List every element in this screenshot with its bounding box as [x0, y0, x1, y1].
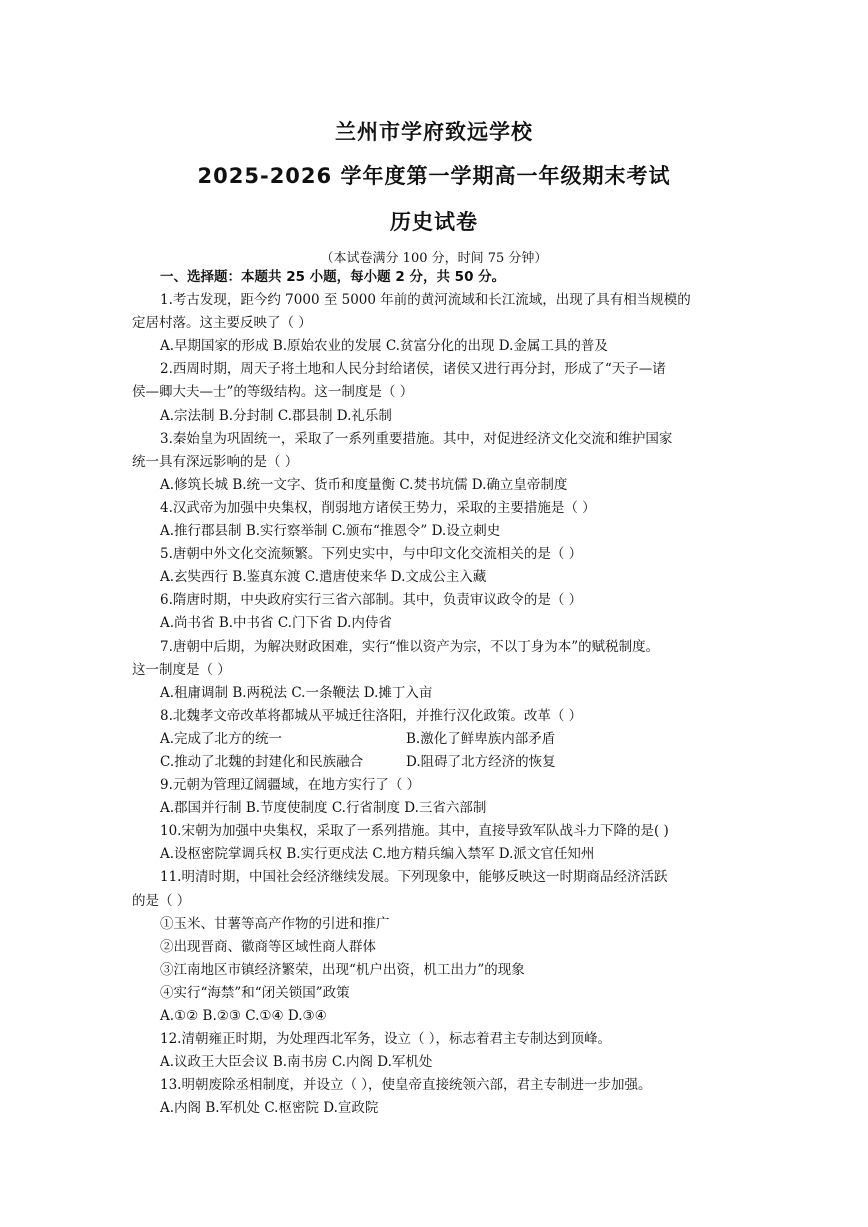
question-3-options: A.修筑长城 B.统一文字、货币和度量衡 C.焚书坑儒 D.确立皇帝制度	[160, 476, 568, 493]
question-1-options: A.早期国家的形成 B.原始农业的发展 C.贫富分化的出现 D.金属工具的普及	[160, 338, 608, 355]
question-13-options: A.内阁 B.军机处 C.枢密院 D.宣政院	[160, 1100, 379, 1117]
question-11-item-2: ②出现晋商、徽商等区域性商人群体	[160, 938, 376, 955]
question-7-options: A.租庸调制 B.两税法 C.一条鞭法 D.摊丁入亩	[160, 684, 433, 701]
question-8-option-b: B.激化了鲜卑族内部矛盾	[406, 730, 556, 747]
question-8-option-d: D.阻碍了北方经济的恢复	[406, 753, 556, 770]
question-8-option-c: C.推动了北魏的封建化和民族融合	[160, 753, 364, 770]
question-9-options: A.郡国并行制 B.节度使制度 C.行省制度 D.三省六部制	[160, 800, 487, 817]
question-11-item-3: ③江南地区市镇经济繁荣，出现“机户出资，机工出力”的现象	[160, 961, 525, 978]
question-content	[132, 266, 742, 1120]
question-8-options-row-1	[160, 728, 742, 751]
question-11-options: A.①② B.②③ C.①④ D.③④	[160, 1008, 327, 1024]
question-10-options: A.设枢密院掌调兵权 B.实行更戍法 C.地方精兵编入禁军 D.派文官任知州	[160, 846, 595, 863]
section-heading: 一、选择题：本题共 25 小题，每小题 2 分，共 50 分。	[160, 269, 506, 285]
question-5-options: A.玄奘西行 B.鉴真东渡 C.遣唐使来华 D.文成公主入藏	[160, 569, 487, 586]
question-10-stem: 10.宋朝为加强中央集权，采取了一系列措施。其中，直接导致军队战斗力下降的是( )	[160, 823, 669, 840]
question-2-stem: 2.西周时期，周天子将土地和人民分封给诸侯，诸侯又进行再分封，形成了“天子—诸	[160, 361, 666, 378]
question-11-item-1: ①玉米、甘薯等高产作物的引进和推广	[160, 915, 390, 932]
question-4-options: A.推行郡县制 B.实行察举制 C.颁布“推恩令” D.设立刺史	[160, 523, 501, 540]
question-2-options: A.宗法制 B.分封制 C.郡县制 D.礼乐制	[160, 407, 392, 424]
question-12-options: A.议政王大臣会议 B.南书房 C.内阁 D.军机处	[160, 1054, 433, 1071]
question-12-stem: 12.清朝雍正时期，为处理西北军务，设立（ ），标志着君主专制达到顶峰。	[160, 1031, 612, 1048]
question-2-stem-cont: 侯—卿大夫—士”的等级结构。这一制度是（ ）	[132, 384, 414, 401]
question-13-stem: 13.明朝废除丞相制度，并设立（ ），使皇帝直接统领六部，君主专制进一步加强。	[160, 1077, 652, 1094]
exam-note: （本试卷满分 100 分，时间 75 分钟）	[320, 251, 548, 266]
question-5-stem: 5.唐朝中外文化交流频繁。下列史实中，与中印文化交流相关的是（ ）	[160, 546, 583, 563]
exam-title: 2025-2026 学年度第一学期高一年级期末考试	[197, 164, 671, 188]
question-3-stem-cont: 统一具有深远影响的是（ ）	[132, 453, 299, 470]
school-name: 兰州市学府致远学校	[335, 120, 533, 144]
question-1-stem-cont: 定居村落。这主要反映了（ ）	[132, 315, 312, 332]
question-11-item-4: ④实行“海禁”和“闭关锁国”政策	[160, 984, 350, 1001]
subject-title: 历史试卷	[390, 210, 478, 234]
question-11-stem: 11.明清时期，中国社会经济继续发展。下列现象中，能够反映这一时期商品经济活跃	[160, 869, 668, 886]
question-7-stem-cont: 这一制度是（ ）	[132, 661, 231, 678]
question-3-stem: 3.秦始皇为巩固统一，采取了一系列重要措施。其中，对促进经济文化交流和维护国家	[160, 430, 673, 447]
question-8-stem: 8.北魏孝文帝改革将都城从平城迁往洛阳，并推行汉化政策。改革（ ）	[160, 707, 583, 724]
question-8-options-row-2	[160, 751, 742, 774]
question-11-stem-cont: 的是（ ）	[132, 892, 191, 909]
question-6-stem: 6.隋唐时期，中央政府实行三省六部制。其中，负责审议政令的是（ ）	[160, 592, 583, 609]
question-9-stem: 9.元朝为管理辽阔疆域，在地方实行了（ ）	[160, 777, 421, 794]
question-6-options: A.尚书省 B.中书省 C.门下省 D.内侍省	[160, 615, 392, 632]
question-1-stem: 1.考古发现，距今约 7000 至 5000 年前的黄河流域和长江流域，出现了具有相当规模的	[160, 292, 691, 309]
question-8-option-a: A.完成了北方的统一	[160, 730, 283, 747]
question-4-stem: 4.汉武帝为加强中央集权，削弱地方诸侯王势力，采取的主要措施是（ ）	[160, 499, 596, 516]
question-7-stem: 7.唐朝中后期，为解决财政困难，实行“惟以资产为宗，不以丁身为本”的赋税制度。	[160, 638, 660, 655]
